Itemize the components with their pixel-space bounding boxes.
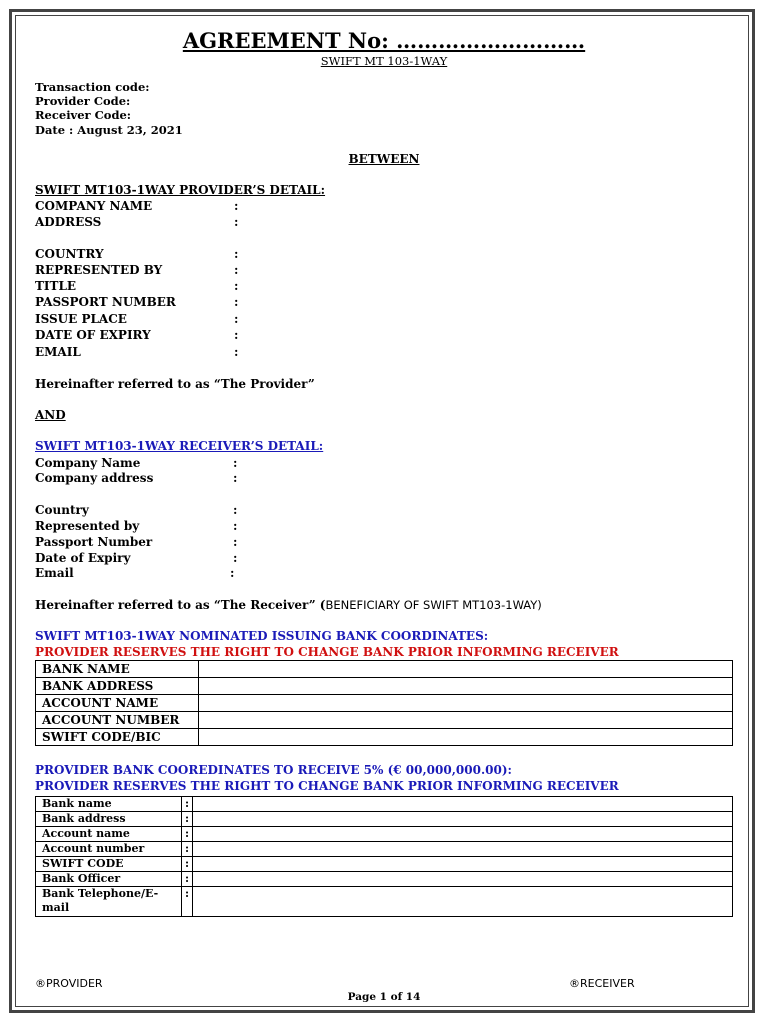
field-colon: :: [234, 328, 239, 342]
field-colon: :: [233, 519, 238, 533]
account-number-label: ACCOUNT NUMBER: [36, 712, 199, 729]
field-colon: :: [233, 535, 238, 549]
transaction-code-label: Transaction code:: [35, 80, 150, 94]
pb-account-name-label: Account name: [36, 827, 182, 842]
receiver-code-label: Receiver Code:: [35, 108, 132, 122]
pb-bank-telephone-value: [193, 887, 733, 917]
pb-swift-code-value: [193, 857, 733, 872]
field-colon: :: [234, 295, 239, 309]
receiver-detail-heading: SWIFT MT103-1WAY RECEIVER’S DETAIL:: [35, 439, 324, 453]
footer-provider-signature: ®PROVIDER: [35, 977, 103, 990]
receiver-field-country: Country: [35, 503, 89, 517]
bank-name-value: [199, 661, 733, 678]
provider-field-company-name: COMPANY NAME: [35, 199, 153, 213]
field-colon: :: [233, 551, 238, 565]
pb-account-name-value: [193, 827, 733, 842]
account-name-label: ACCOUNT NAME: [36, 695, 199, 712]
pb-bank-address-label: Bank address: [36, 812, 182, 827]
page-number: Page 1 of 14: [347, 991, 421, 1003]
provider-field-country: COUNTRY: [35, 247, 104, 261]
receiver-field-represented-by: Represented by: [35, 519, 140, 533]
pb-bank-name-value: [193, 797, 733, 812]
field-colon: :: [234, 199, 239, 213]
table-row: [36, 887, 733, 917]
table-row: [36, 872, 733, 887]
field-colon: :: [234, 312, 239, 326]
provider-code-label: Provider Code:: [35, 94, 131, 108]
provider-field-address: ADDRESS: [35, 215, 102, 229]
provider-bank-table: [35, 796, 733, 917]
table-row: [36, 678, 733, 695]
receiver-field-date-of-expiry: Date of Expiry: [35, 551, 131, 565]
pb-account-number-value: [193, 842, 733, 857]
table-row: [36, 712, 733, 729]
swift-code-bic-label: SWIFT CODE/BIC: [36, 729, 199, 746]
pb-bank-telephone-label: Bank Telephone/E-mail: [36, 887, 182, 917]
pb-bank-officer-value: [193, 872, 733, 887]
bank-name-label: BANK NAME: [36, 661, 199, 678]
receiver-referred-text: [35, 598, 542, 612]
pb-colon: :: [182, 797, 193, 812]
table-row: [36, 695, 733, 712]
table-row: [36, 857, 733, 872]
agreement-title: AGREEMENT No: ………………………: [182, 28, 586, 53]
bank-address-label: BANK ADDRESS: [36, 678, 199, 695]
field-colon: :: [230, 566, 235, 580]
receiver-field-company-name: Company Name: [35, 456, 141, 470]
field-colon: :: [234, 263, 239, 277]
receiver-referred-main: Hereinafter referred to as “The Receiver” (: [35, 598, 326, 612]
provider-bank-heading: PROVIDER BANK COOREDINATES TO RECEIVE 5% (€ 00,000,000.00):: [35, 763, 512, 777]
provider-field-passport-number: PASSPORT NUMBER: [35, 295, 176, 309]
footer-receiver-signature: ®RECEIVER: [569, 977, 635, 990]
and-heading: AND: [35, 408, 66, 422]
receiver-field-email: Email: [35, 566, 74, 580]
account-number-value: [199, 712, 733, 729]
pb-colon: :: [182, 872, 193, 887]
provider-referred-text: Hereinafter referred to as “The Provider”: [35, 377, 315, 391]
bank-address-value: [199, 678, 733, 695]
pb-account-number-label: Account number: [36, 842, 182, 857]
table-row: [36, 827, 733, 842]
provider-detail-heading: SWIFT MT103-1WAY PROVIDER’S DETAIL:: [35, 183, 326, 197]
pb-colon: :: [182, 857, 193, 872]
pb-swift-code-label: SWIFT CODE: [36, 857, 182, 872]
between-heading: BETWEEN: [348, 152, 420, 166]
date-label: Date : August 23, 2021: [35, 123, 183, 137]
pb-colon: :: [182, 887, 193, 917]
swift-code-bic-value: [199, 729, 733, 746]
field-colon: :: [234, 279, 239, 293]
provider-field-represented-by: REPRESENTED BY: [35, 263, 163, 277]
pb-colon: :: [182, 842, 193, 857]
issuing-bank-table: [35, 660, 733, 746]
receiver-field-passport-number: Passport Number: [35, 535, 153, 549]
table-row: [36, 661, 733, 678]
table-row: [36, 812, 733, 827]
pb-bank-name-label: Bank name: [36, 797, 182, 812]
receiver-field-company-address: Company address: [35, 471, 154, 485]
field-colon: :: [234, 247, 239, 261]
provider-field-date-of-expiry: DATE OF EXPIRY: [35, 328, 151, 342]
account-name-value: [199, 695, 733, 712]
table-row: [36, 729, 733, 746]
provider-bank-notice: PROVIDER RESERVES THE RIGHT TO CHANGE BANK PRIOR INFORMING RECEIVER: [35, 779, 619, 793]
table-row: [36, 842, 733, 857]
receiver-referred-note: BENEFICIARY OF SWIFT MT103-1WAY): [325, 598, 542, 612]
provider-field-title: TITLE: [35, 279, 77, 293]
provider-field-email: EMAIL: [35, 345, 81, 359]
pb-bank-officer-label: Bank Officer: [36, 872, 182, 887]
provider-field-issue-place: ISSUE PLACE: [35, 312, 127, 326]
issuing-bank-notice: PROVIDER RESERVES THE RIGHT TO CHANGE BANK PRIOR INFORMING RECEIVER: [35, 645, 619, 659]
pb-bank-address-value: [193, 812, 733, 827]
field-colon: :: [234, 345, 239, 359]
field-colon: :: [233, 471, 238, 485]
pb-colon: :: [182, 827, 193, 842]
field-colon: :: [233, 503, 238, 517]
field-colon: :: [234, 215, 239, 229]
issuing-bank-heading: SWIFT MT103-1WAY NOMINATED ISSUING BANK COORDINATES:: [35, 629, 489, 643]
pb-colon: :: [182, 812, 193, 827]
agreement-subtitle: SWIFT MT 103-1WAY: [320, 54, 448, 68]
field-colon: :: [233, 456, 238, 470]
table-row: [36, 797, 733, 812]
